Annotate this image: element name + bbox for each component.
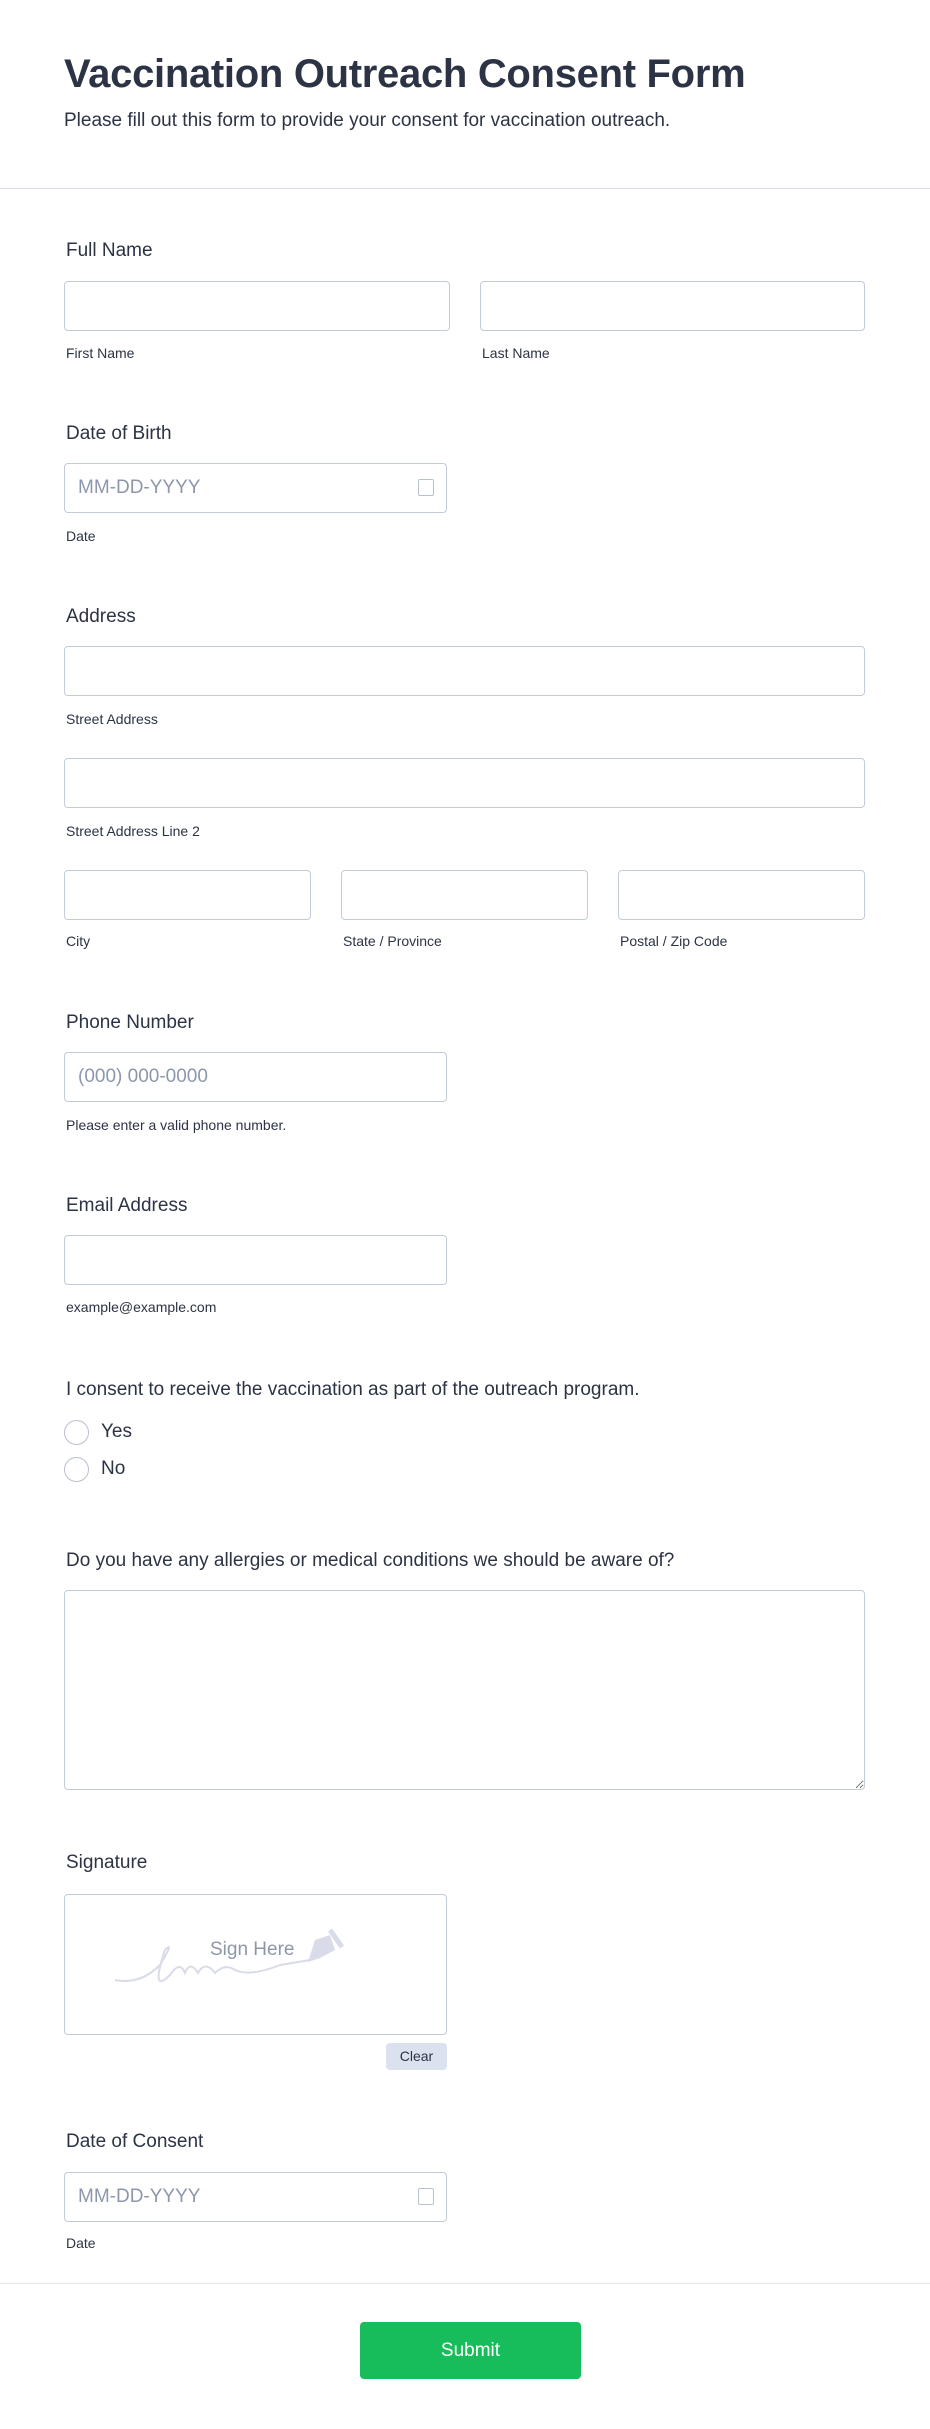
- street-address-line2-sublabel: Street Address Line 2: [66, 823, 200, 839]
- phone-sublabel: Please enter a valid phone number.: [66, 1117, 287, 1133]
- last-name-input[interactable]: [480, 281, 865, 331]
- calendar-icon[interactable]: [418, 2188, 434, 2205]
- clear-signature-button[interactable]: Clear: [386, 2043, 447, 2070]
- signature-scribble-icon: [110, 1925, 400, 1995]
- footer-divider: [0, 2283, 930, 2284]
- state-input[interactable]: [341, 870, 588, 920]
- dob-placeholder: MM-DD-YYYY: [78, 477, 201, 498]
- dob-label: Date of Birth: [66, 423, 172, 444]
- date-of-consent-sublabel: Date: [66, 2235, 96, 2251]
- city-input[interactable]: [64, 870, 311, 920]
- consent-question: I consent to receive the vaccination as part of the outreach program.: [66, 1379, 640, 1400]
- phone-placeholder: (000) 000-0000: [78, 1066, 208, 1087]
- dob-input[interactable]: [64, 463, 447, 513]
- consent-no-label[interactable]: No: [101, 1458, 126, 1479]
- signature-pad[interactable]: [64, 1894, 447, 2035]
- address-label: Address: [66, 606, 136, 627]
- allergies-question: Do you have any allergies or medical conditions we should be aware of?: [66, 1550, 675, 1571]
- city-sublabel: City: [66, 933, 91, 949]
- signature-label: Signature: [66, 1852, 148, 1873]
- submit-button[interactable]: Submit: [360, 2322, 581, 2379]
- zip-sublabel: Postal / Zip Code: [620, 933, 728, 949]
- email-sublabel: example@example.com: [66, 1299, 217, 1315]
- sign-here-placeholder: Sign Here: [210, 1939, 295, 1960]
- calendar-icon[interactable]: [418, 479, 434, 496]
- header-divider: [0, 188, 930, 189]
- street-address-line2-input[interactable]: [64, 758, 865, 808]
- email-input[interactable]: [64, 1235, 447, 1285]
- phone-input[interactable]: [64, 1052, 447, 1102]
- email-label: Email Address: [66, 1195, 188, 1216]
- state-sublabel: State / Province: [343, 933, 442, 949]
- phone-label: Phone Number: [66, 1012, 194, 1033]
- page-title: Vaccination Outreach Consent Form: [64, 52, 746, 96]
- last-name-sublabel: Last Name: [482, 345, 550, 361]
- consent-yes-label[interactable]: Yes: [101, 1421, 132, 1442]
- consent-yes-radio[interactable]: [64, 1420, 89, 1445]
- full-name-label: Full Name: [66, 240, 153, 261]
- street-address-sublabel: Street Address: [66, 711, 158, 727]
- allergies-textarea[interactable]: [64, 1590, 865, 1790]
- page-subtitle: Please fill out this form to provide your consent for vaccination outreach.: [64, 110, 671, 131]
- first-name-input[interactable]: [64, 281, 450, 331]
- zip-input[interactable]: [618, 870, 865, 920]
- dob-sublabel: Date: [66, 528, 96, 544]
- date-of-consent-placeholder: MM-DD-YYYY: [78, 2186, 201, 2207]
- date-of-consent-label: Date of Consent: [66, 2131, 204, 2152]
- consent-no-radio[interactable]: [64, 1457, 89, 1482]
- first-name-sublabel: First Name: [66, 345, 135, 361]
- date-of-consent-input[interactable]: [64, 2172, 447, 2222]
- street-address-input[interactable]: [64, 646, 865, 696]
